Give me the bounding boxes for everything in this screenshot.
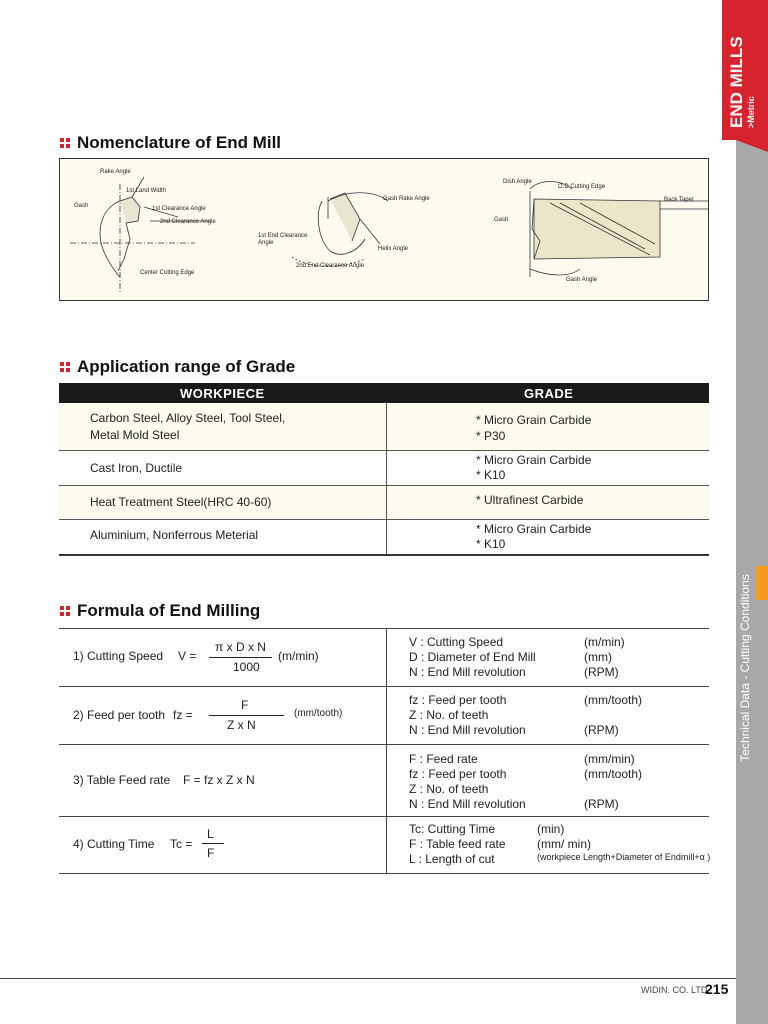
svg-text:1st Land Width: 1st Land Width [126, 188, 167, 194]
formula-title: Formula of End Milling [77, 601, 261, 620]
grade-row: Heat Treatment Steel(HRC 40-60) * Ultrafinest Carbide [59, 486, 709, 520]
svg-text:1st Clearance Angle: 1st Clearance Angle [152, 206, 206, 212]
svg-text:Helix Angle: Helix Angle [378, 246, 409, 252]
col-workpiece: WORKPIECE [180, 386, 265, 401]
side-section [736, 568, 754, 768]
grade-heading [60, 357, 295, 377]
grade-row: Cast Iron, Ductile * Micro Grain Carbide * K10 [59, 451, 709, 486]
svg-text:O.D Cutting Edge: O.D Cutting Edge [558, 184, 606, 190]
side-section-label: Technical Data - Cutting Conditions [738, 574, 752, 762]
formula-row-feed-per-tooth: 2) Feed per tooth fz = F Z x N (mm/tooth) fz : Feed per tooth (mm/tooth) Z : No. of teeth N : End Mill revolution (RPM) [59, 687, 709, 745]
formula-row-table-feed: 3) Table Feed rate F = fz x Z x N F : Feed rate (mm/min) fz : Feed per tooth (mm/tooth) Z : No. of teeth N : End Mill revolution (RPM) [59, 745, 709, 817]
bullet-icon [60, 138, 71, 149]
svg-text:Back Taper: Back Taper [664, 197, 694, 203]
side-title-text: END MILLS [727, 36, 746, 128]
svg-text:2nd End Clearance Angle: 2nd End Clearance Angle [296, 263, 365, 269]
grade-row: Carbon Steel, Alloy Steel, Tool Steel, Metal Mold Steel * Micro Grain Carbide * P30 [59, 403, 709, 451]
nomenclature-title: Nomenclature of End Mill [77, 133, 282, 152]
end-view-figure [292, 193, 388, 267]
cross-section-figure [70, 177, 210, 294]
svg-text:Center Cutting Edge: Center Cutting Edge [140, 270, 195, 276]
formula-row-cutting-time: 4) Cutting Time Tc = L F Tc: Cutting Time (min) F : Table feed rate (mm/ min) L : Length of cut (workpiece Length+Diameter of Endmill+α ) [59, 817, 709, 874]
svg-text:Gash Rake Angle: Gash Rake Angle [383, 196, 430, 202]
grade-table-header [59, 383, 709, 403]
svg-text:Gash: Gash [494, 217, 509, 223]
side-view-figure [530, 182, 708, 278]
side-band [736, 0, 768, 1024]
bullet-icon [60, 606, 71, 617]
side-title [722, 0, 768, 140]
svg-text:Rake Angle: Rake Angle [100, 169, 131, 175]
grade-row: Aluminium, Nonferrous Meterial * Micro Grain Carbide * K10 [59, 520, 709, 556]
svg-text:Gash: Gash [74, 203, 89, 209]
svg-text:2nd Clearance Angle: 2nd Clearance Angle [160, 219, 216, 225]
svg-text:Gash Angle: Gash Angle [566, 277, 598, 283]
svg-text:1st End Clearance: 1st End Clearance [258, 233, 308, 239]
footer-rule [0, 978, 736, 979]
footer-company: WIDIN. CO. LTD. [641, 985, 710, 995]
nomenclature-heading [60, 133, 281, 153]
nomenclature-diagram [59, 158, 709, 301]
grade-title: Application range of Grade [77, 357, 296, 376]
bullet-icon [60, 362, 71, 373]
formula-heading [60, 601, 260, 621]
page-number: 215 [705, 981, 729, 997]
side-subtitle-text: >Metric [746, 96, 756, 128]
col-grade: GRADE [524, 386, 574, 401]
svg-text:Dish Angle: Dish Angle [503, 179, 532, 185]
side-marker [755, 566, 768, 600]
svg-text:Angle: Angle [258, 240, 274, 246]
formula-row-cutting-speed: 1) Cutting Speed V = π x D x N 1000 (m/min) V : Cutting Speed (m/min) D : Diameter of End Mill (mm) N : End Mill revolution (RPM) [59, 629, 709, 687]
